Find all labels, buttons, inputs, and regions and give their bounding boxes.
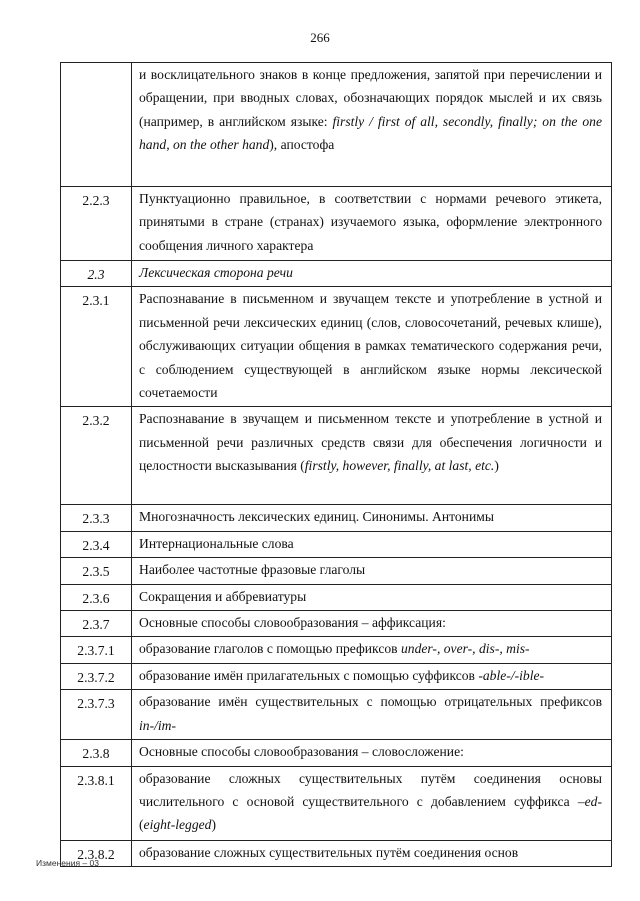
text-run: Основные способы словообразования – словосложение: — [139, 744, 464, 760]
text-run: образование сложных существительных путём соединения основ — [139, 844, 519, 860]
table-row — [61, 261, 612, 287]
text-run: образование имён существительных с помощью отрицательных префиксов — [139, 694, 602, 710]
row-text — [132, 637, 612, 663]
row-number: 2.3.8.1 — [61, 766, 132, 840]
row-number: 2.3 — [61, 261, 132, 287]
text-run: ), апостофа — [269, 137, 335, 153]
table-row — [61, 505, 612, 531]
table-row — [61, 840, 612, 866]
text-run: Интернациональные слова — [139, 535, 294, 551]
text-run: Лексическая сторона речи — [139, 265, 293, 280]
text-run: Сокращения и аббревиатуры — [139, 588, 307, 604]
row-text — [132, 663, 612, 689]
row-text — [132, 261, 612, 287]
table-row — [61, 611, 612, 637]
text-run: ) — [494, 458, 499, 474]
row-text — [132, 63, 612, 187]
row-number: 2.3.7.3 — [61, 690, 132, 740]
row-number: 2.3.3 — [61, 505, 132, 531]
table-row — [61, 63, 612, 187]
page-number: 266 — [310, 30, 330, 45]
table-row — [61, 766, 612, 840]
row-number: 2.3.8 — [61, 740, 132, 766]
row-text — [132, 766, 612, 840]
row-number: 2.3.2 — [61, 407, 132, 505]
text-run: Пунктуационно правильное, в соответствии с нормами речевого этикета, принятыми в стране (странах) изучаемого языка, оформление электронного сообщения личного характера — [139, 191, 602, 253]
row-text — [132, 287, 612, 407]
table-row — [61, 740, 612, 766]
text-run: -able-/-ible- — [478, 667, 545, 683]
table-row — [61, 531, 612, 557]
text-run: firstly, however, finally, at last, etc. — [304, 458, 495, 474]
row-text — [132, 584, 612, 610]
row-text — [132, 407, 612, 505]
table-row — [61, 584, 612, 610]
table-row — [61, 663, 612, 689]
content-table — [60, 62, 612, 867]
row-number: 2.3.5 — [61, 558, 132, 584]
text-run: образование глаголов с помощью префиксов — [139, 641, 401, 657]
row-number: 2.3.1 — [61, 287, 132, 407]
table-row — [61, 187, 612, 261]
text-run: Распознавание в звучащем и письменном тексте и употребление в устной и письменной речи различных средств связи для обеспечения логичности и целостности высказывания ( — [139, 411, 602, 474]
text-run: образование сложных существительных путём соединения основы числительного с основой существительного с добавлением суффикса — [139, 770, 602, 810]
text-run: –ed- — [577, 794, 602, 810]
text-run: firstly / first of all, secondly, finally; on the one hand, on the other hand — [139, 113, 602, 153]
text-run: under-, over-, dis-, mis- — [400, 641, 530, 657]
text-run: Распознавание в письменном и звучащем тексте и употребление в устной и письменной речи лексических единиц (слов, словосочетаний, речевых клише), обслуживающих ситуации общения в рамках тематического содержания речи, с соблюдением существующей в английском языке нормы лексической сочетаемости — [139, 291, 602, 401]
text-run: Наиболее частотные фразовые глаголы — [139, 562, 366, 578]
text-run: Многозначность лексических единиц. Синонимы. Антонимы — [139, 509, 494, 525]
row-number: 2.3.7 — [61, 611, 132, 637]
row-number: 2.2.3 — [61, 187, 132, 261]
footer-revision: Изменения – 03 — [36, 858, 99, 868]
text-run: in-/im- — [139, 717, 176, 733]
row-text — [132, 505, 612, 531]
text-run: ( — [139, 817, 144, 833]
table-row — [61, 287, 612, 407]
row-number — [61, 63, 132, 187]
row-text — [132, 187, 612, 261]
text-run: eight-legged — [143, 817, 212, 833]
row-number: 2.3.4 — [61, 531, 132, 557]
text-run: образование имён прилагательных с помощью суффиксов — [139, 667, 479, 683]
row-text — [132, 611, 612, 637]
row-number: 2.3.7.2 — [61, 663, 132, 689]
table-row — [61, 690, 612, 740]
text-run: Основные способы словообразования – аффиксация: — [139, 615, 446, 631]
text-run: ) — [211, 817, 217, 833]
row-number: 2.3.8.2 — [61, 840, 132, 866]
row-text — [132, 840, 612, 866]
table-row — [61, 407, 612, 505]
row-text — [132, 531, 612, 557]
text-run: и восклицательного знаков в конце предложения, запятой при перечислении и обращении, при вводных словах, обозначающих порядок мыслей и их связь (например, в английском языке: — [139, 67, 602, 129]
row-number: 2.3.6 — [61, 584, 132, 610]
row-text — [132, 690, 612, 740]
row-number: 2.3.7.1 — [61, 637, 132, 663]
row-text — [132, 558, 612, 584]
row-text — [132, 740, 612, 766]
table-row — [61, 637, 612, 663]
table-row — [61, 558, 612, 584]
